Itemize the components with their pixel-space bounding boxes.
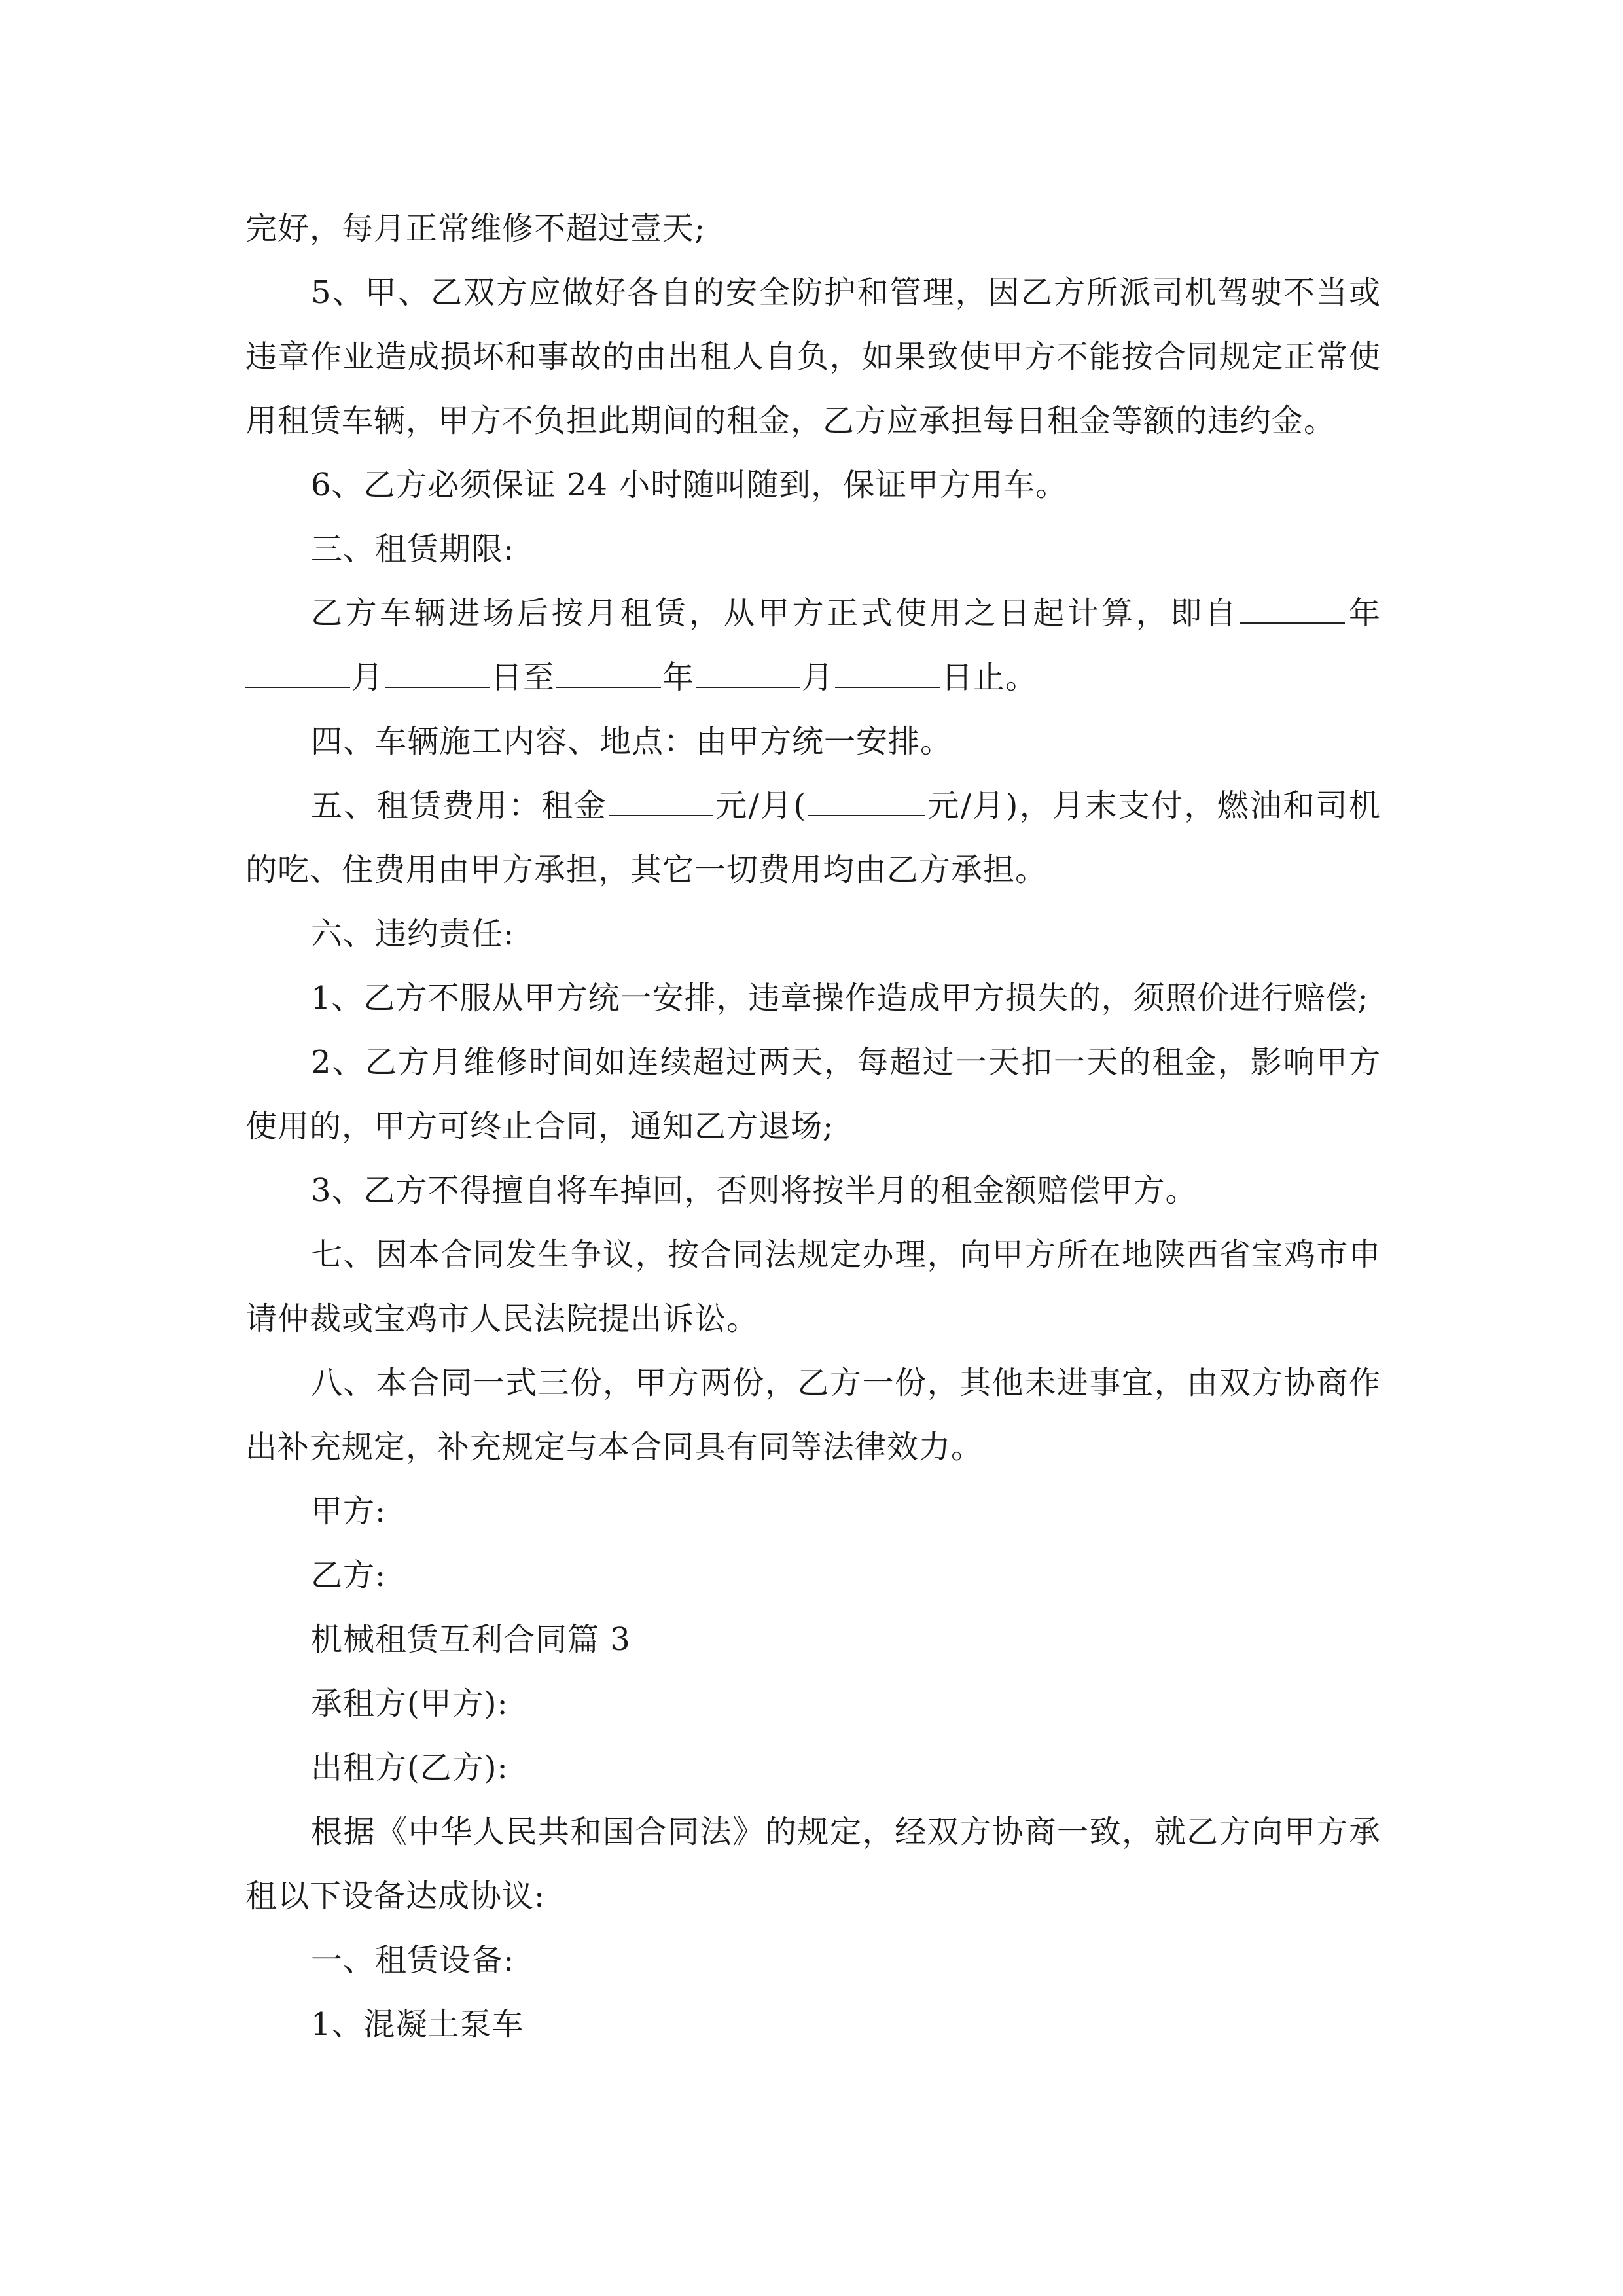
paragraph-disputes: 七、因本合同发生争议，按合同法规定办理，向甲方所在地陕西省宝鸡市申请仲裁或宝鸡市人民法院提出诉讼。 — [245, 1236, 1381, 1337]
paragraph-liability-1: 1、乙方不服从甲方统一安排，违章操作造成甲方损失的，须照价进行赔偿; — [311, 980, 1369, 1016]
blank-rent-amount[interactable] — [609, 783, 713, 816]
paragraph-continuation: 完好，每月正常维修不超过壹天; — [245, 210, 706, 247]
blank-end-year[interactable] — [556, 655, 661, 688]
section-heading-work-content: 四、车辆施工内容、地点：由甲方统一安排。 — [311, 723, 953, 760]
paragraph-clause-5: 5、甲、乙双方应做好各自的安全防护和管理，因乙方所派司机驾驶不当或违章作业造成损坏和事故的由出租人自负，如果致使甲方不能按合同规定正常使用租赁车辆，甲方不负担此期间的租金，乙方应承担每日租金等额的违约金。 — [245, 274, 1381, 439]
unit-month: 月 — [351, 659, 384, 696]
unit-day-to: 日至 — [491, 659, 556, 696]
document-body — [245, 196, 1381, 2056]
paragraph-liability-3: 3、乙方不得擅自将车掉回，否则将按半月的租金额赔偿甲方。 — [311, 1172, 1198, 1209]
unit-per-month: 元/月( — [714, 787, 807, 824]
unit-month-end: 月 — [802, 659, 834, 696]
lease-term-text: 乙方车辆进场后按月租赁，从甲方正式使用之日起计算，即自 — [311, 595, 1240, 632]
signature-party-b: 乙方: — [311, 1557, 387, 1594]
lease-fee-text: 五、租赁费用：租金 — [311, 787, 607, 824]
paragraph-lease-fee — [245, 774, 1381, 902]
paragraph-preamble: 根据《中华人民共和国合同法》的规定，经双方协商一致，就乙方向甲方承租以下设备达成协议: — [245, 1814, 1381, 1914]
unit-year-end: 年 — [662, 659, 695, 696]
paragraph-clause-6: 6、乙方必须保证 24 小时随叫随到，保证甲方用车。 — [311, 467, 1068, 503]
lessee-party-a: 承租方(甲方): — [311, 1685, 508, 1722]
paragraph-liability-2: 2、乙方月维修时间如连续超过两天，每超过一天扣一天的租金，影响甲方使用的，甲方可终止合同，通知乙方退场; — [245, 1044, 1381, 1145]
equipment-item-1: 1、混凝土泵车 — [311, 2006, 524, 2043]
blank-end-month[interactable] — [696, 655, 800, 688]
blank-rent-amount-uppercase[interactable] — [808, 783, 925, 816]
section-heading-liability: 六、违约责任: — [311, 916, 515, 952]
unit-day-end: 日止。 — [941, 659, 1038, 696]
blank-start-year[interactable] — [1240, 591, 1345, 624]
blank-start-month[interactable] — [245, 655, 350, 688]
paragraph-copies: 八、本合同一式三份，甲方两份，乙方一份，其他未进事宜，由双方协商作出补充规定，补充规定与本合同具有同等法律效力。 — [245, 1365, 1381, 1465]
lease-fee-rest: 元/月)，月末支付，燃油和司机的吃、住费用由甲方承担，其它一切费用均由乙方承担。 — [245, 787, 1381, 888]
paragraph-lease-term — [245, 581, 1381, 709]
section-heading-equipment: 一、租赁设备: — [311, 1942, 515, 1979]
blank-end-day[interactable] — [835, 655, 940, 688]
unit-year: 年 — [1346, 595, 1381, 632]
blank-start-day[interactable] — [385, 655, 490, 688]
section-heading-lease-term: 三、租赁期限: — [311, 531, 515, 567]
signature-party-a: 甲方: — [311, 1493, 387, 1530]
lessor-party-b: 出租方(乙方): — [311, 1749, 508, 1786]
contract-title-3: 机械租赁互利合同篇 3 — [311, 1621, 631, 1658]
